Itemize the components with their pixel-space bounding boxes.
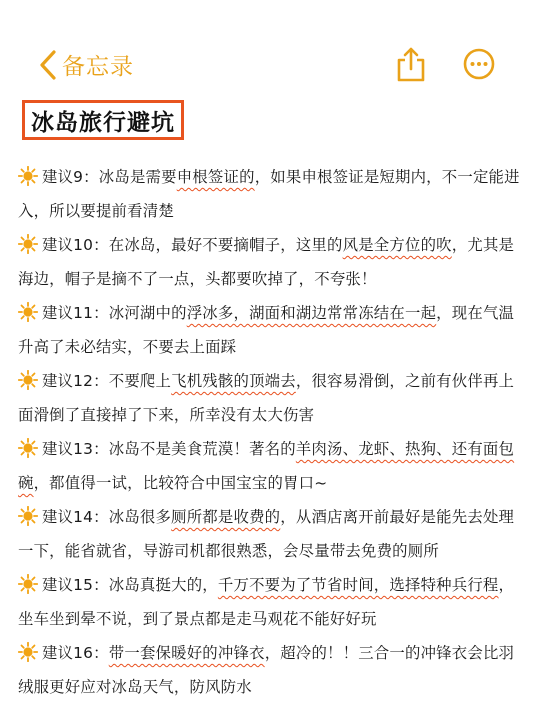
sun-icon <box>18 642 38 662</box>
tip-paragraph <box>18 500 526 568</box>
sun-icon <box>18 370 38 390</box>
tip-text: ，尤其是海边，帽子是摘不了一点，头都要吹掉了，不夸张！ <box>18 236 515 288</box>
sun-icon <box>18 166 38 186</box>
tip-text: 建议11：冰河湖中的 <box>42 304 187 322</box>
back-button[interactable] <box>38 48 134 81</box>
tip-text: 建议14：冰岛很多 <box>42 508 172 526</box>
tip-text: ，都值得一试，比较符合中国宝宝的胃口~ <box>33 474 328 492</box>
back-label: 备忘录 <box>62 54 134 80</box>
chevron-left-icon <box>38 49 58 81</box>
tip-text: 建议12：不要爬上 <box>42 372 172 390</box>
sun-icon <box>18 302 38 322</box>
more-icon <box>463 48 495 80</box>
note-title-box <box>22 100 184 140</box>
tip-text: ，如果申根签证是短期内，不一定能进入，所以要提前看清楚 <box>18 168 520 220</box>
tip-paragraph <box>18 296 526 364</box>
highlighted-text: 申根签证的 <box>176 168 255 186</box>
sun-icon <box>18 234 38 254</box>
tip-text: 建议9：冰岛是需要 <box>42 168 177 186</box>
sun-icon <box>18 506 38 526</box>
highlighted-text: 厕所都是收费的 <box>171 508 281 526</box>
highlighted-text: 浮冰多，湖面和湖边常常冻结在一起 <box>186 304 437 322</box>
tip-paragraph <box>18 432 526 500</box>
highlighted-text: 风是全方位的吹 <box>342 236 452 254</box>
note-body[interactable] <box>18 160 526 704</box>
tip-paragraph <box>18 568 526 636</box>
tip-text: ，很容易滑倒，之前有伙伴再上面滑倒了直接掉了下来，所幸没有太大伤害 <box>18 372 515 424</box>
share-icon <box>395 46 427 82</box>
tip-text: 建议13：冰岛不是美食荒漠！著名的 <box>42 440 296 458</box>
tip-paragraph <box>18 364 526 432</box>
share-button[interactable] <box>395 46 427 82</box>
sun-icon <box>18 574 38 594</box>
highlighted-text: 千万不要为了节省时间，选择特种兵行程 <box>217 576 499 594</box>
tip-text: ，从酒店离开前最好是能先去处理一下，能省就省，导游司机都很熟悉，会尽量带去免费的厕所 <box>18 508 515 560</box>
tip-text: 建议15：冰岛真挺大的， <box>42 576 218 594</box>
tip-text: 建议10：在冰岛，最好不要摘帽子，这里的 <box>42 236 343 254</box>
highlighted-text: 飞机残骸的顶端去 <box>171 372 296 390</box>
highlighted-text: 羊肉汤、龙虾、热狗、还有面包碗 <box>18 440 515 492</box>
sun-icon <box>18 438 38 458</box>
more-options-button[interactable] <box>463 48 495 80</box>
tip-text: ，超冷的！！三合一的冲锋衣会比羽绒服更好应对冰岛天气，防风防水 <box>18 644 515 696</box>
note-title: 冰岛旅行避坑 <box>31 109 175 136</box>
tip-paragraph <box>18 160 526 228</box>
tip-paragraph <box>18 228 526 296</box>
highlighted-text: 带一套保暖好的冲锋衣 <box>108 644 265 662</box>
tip-text: 建议16： <box>42 644 109 662</box>
tip-paragraph <box>18 636 526 704</box>
navigation-bar <box>0 0 540 100</box>
tip-text: ，现在气温升高了未必结实，不要去上面踩 <box>18 304 515 356</box>
tip-text: ，坐车坐到晕不说，到了景点都是走马观花不能好好玩 <box>18 576 515 628</box>
